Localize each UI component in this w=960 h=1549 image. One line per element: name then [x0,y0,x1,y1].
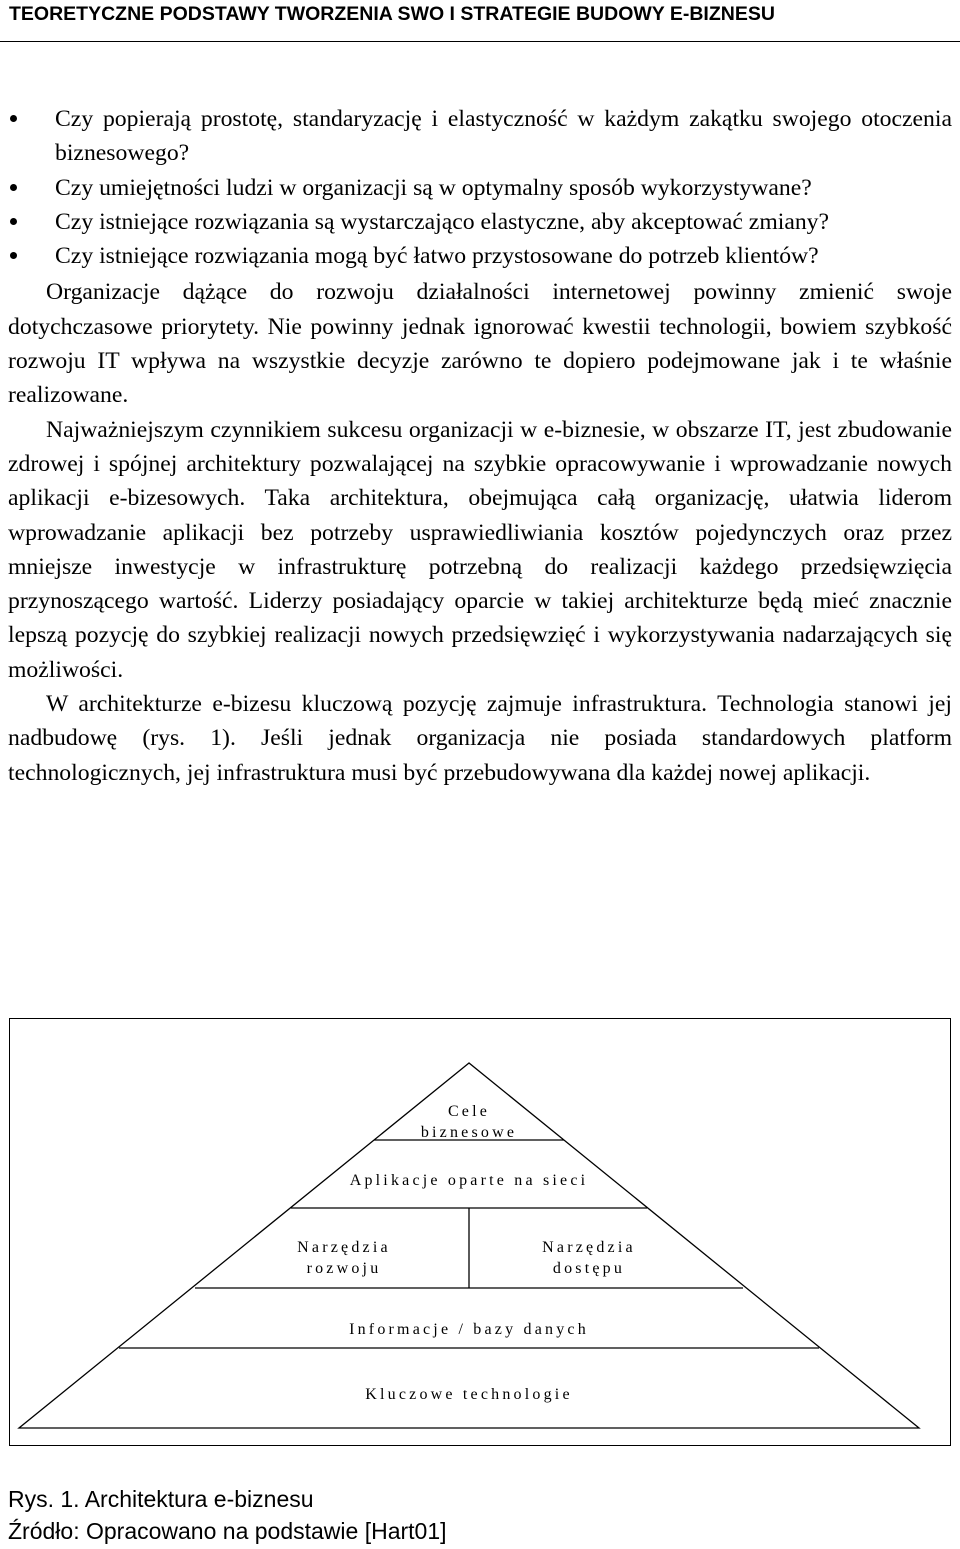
list-item [8,239,952,273]
list-item-text: Czy popierają prostotę, standaryzację i elastyczność w każdym zakątku swojego otoczenia biznesowego? [55,106,952,167]
list-item [8,171,952,205]
list-item-text: Czy istniejące rozwiązania są wystarczająco elastyczne, aby akceptować zmiany? [55,208,830,235]
body-text [8,102,952,790]
architecture-pyramid-diagram [9,1018,951,1446]
page-header [0,0,960,42]
dev-tools-label-line1: Narzędzia [297,1239,391,1256]
bullet-icon [10,218,17,225]
goals-label-line1: Cele [447,1103,491,1120]
bullet-icon [10,115,17,122]
figure-label: Rys. 1. Architektura e-biznesu [8,1486,314,1512]
apps-label: Aplikacje oparte na sieci [349,1172,589,1189]
paragraph: Organizacje dążące do rozwoju działalności internetowej powinny zmienić swoje dotychczasowe priorytety. Nie powinny jednak ignorować kwestii technologii, bowiem szybkość rozwoju IT wpływa na wszystkie decyzje zarówno te dopiero podejmowane jak i te właśnie realizowane. [8,279,952,409]
question-list [8,102,952,273]
info-label: Informacje / bazy danych [349,1321,589,1338]
list-item [8,205,952,239]
access-tools-label-line2: dostępu [552,1260,626,1277]
list-item-text: Czy umiejętności ludzi w organizacji są w optymalny sposób wykorzystywane? [55,174,812,201]
bullet-icon [10,184,17,191]
key-tech-label: Kluczowe technologie [365,1386,573,1403]
bullet-icon [10,252,17,259]
figure-caption [8,1483,447,1547]
paragraph: Najważniejszym czynnikiem sukcesu organizacji w e-biznesie, w obszarze IT, jest zbudowanie zdrowej i spójnej architektury pozwalającej na szybkie opracowywanie i wprowadzanie nowych aplikacji e-bizesowych. Taka architektura, obejmująca całą organizację, ułatwia liderom wprowadzanie aplikacji bez potrzeby usprawiedliwiania kosztów pojedynczych oraz przez mniejsze inwestycje w infrastrukturę potrzebną do realizacji każdego przedsięwzięcia przynoszącego wartość. Liderzy posiadający oparcie w takiej architekturze będą mieć znacznie lepszą pozycję do szybkiej realizacji nowych przedsięwzięć i wykorzystywania nadarzających się możliwości. [8,416,952,683]
goals-label-line2: biznesowe [420,1124,518,1141]
list-item [8,102,952,171]
access-tools-label-line1: Narzędzia [542,1239,636,1256]
paragraph: W architekturze e-bizesu kluczową pozycję zajmuje infrastruktura. Technologia stanowi jej nadbudowę (rys. 1). Jeśli jednak organizacja nie posiada standardowych platform technologicznych, jej infrastruktura musi być przebudowywana dla każdej nowej aplikacji. [8,691,952,786]
list-item-text: Czy istniejące rozwiązania mogą być łatwo przystosowane do potrzeb klientów? [55,243,819,270]
dev-tools-label-line2: rozwoju [306,1260,382,1277]
figure-source: Źródło: Opracowano na podstawie [Hart01] [8,1518,447,1544]
running-title: TEORETYCZNE PODSTAWY TWORZENIA SWO I STRATEGIE BUDOWY E-BIZNESU [9,3,775,25]
